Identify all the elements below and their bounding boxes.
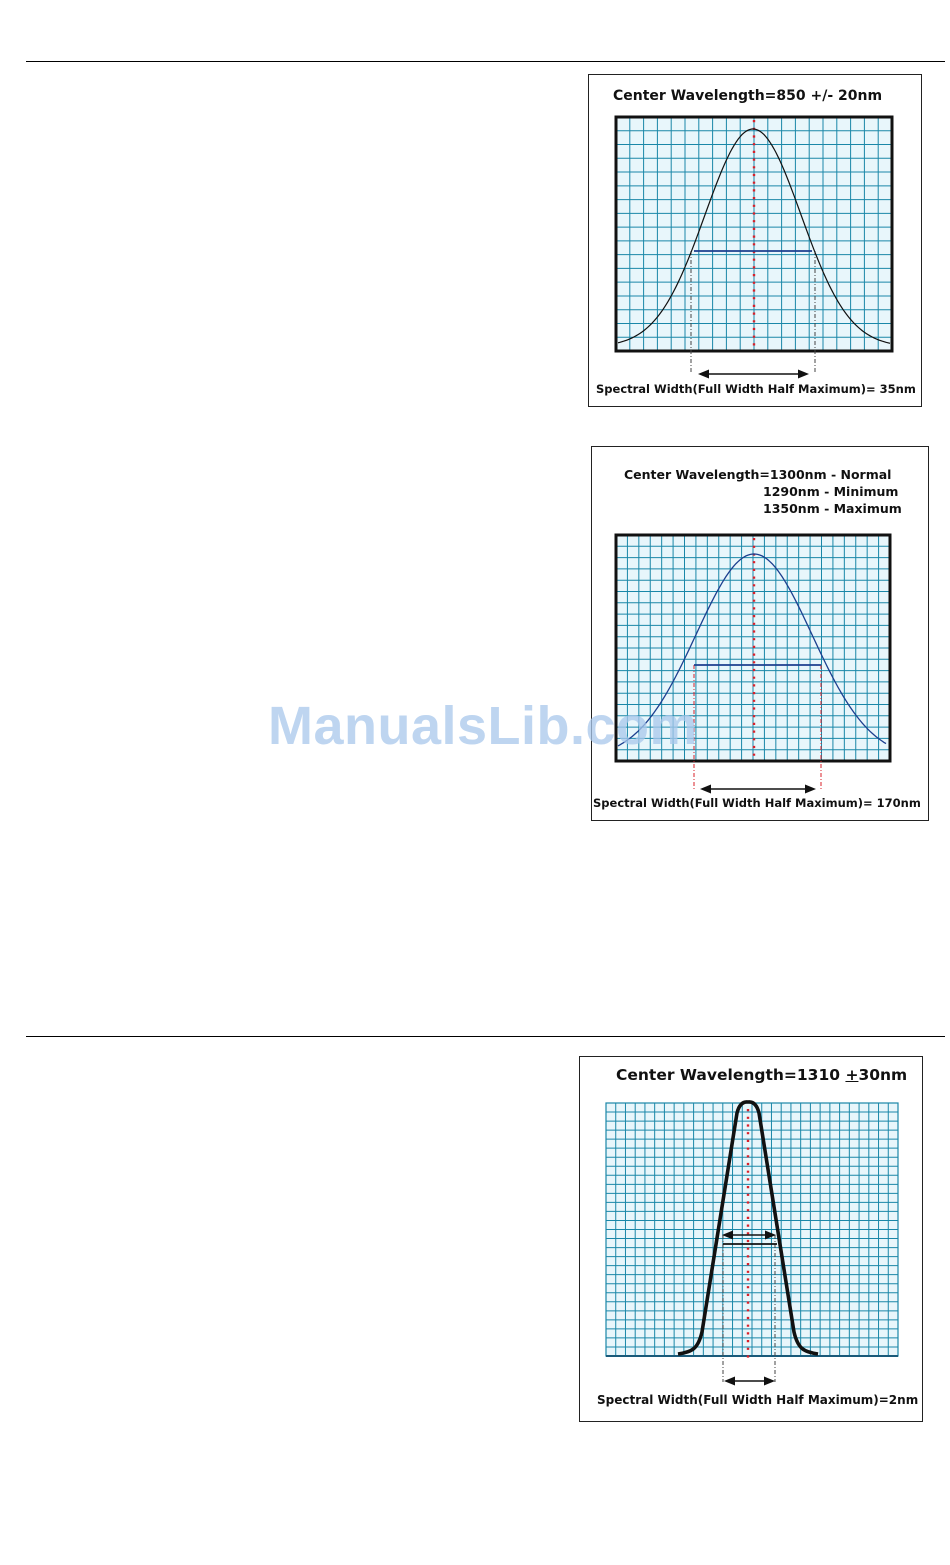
plus-minus-sign: + xyxy=(845,1066,859,1084)
spectrum-figure-1310nm xyxy=(579,1056,923,1422)
arrow-head-right xyxy=(764,1377,775,1386)
arrow-head-left xyxy=(724,1377,735,1386)
arrow-head-left xyxy=(700,785,711,794)
figure-title xyxy=(616,1066,907,1084)
top-divider xyxy=(26,61,945,62)
figure-caption: Spectral Width(Full Width Half Maximum)=2nm xyxy=(597,1393,919,1407)
title-text: Center Wavelength=1310 xyxy=(616,1066,846,1084)
arrow-head-right xyxy=(805,785,816,794)
title-tolerance: 30nm xyxy=(858,1066,908,1084)
middle-divider xyxy=(26,1036,945,1037)
spectrum-chart-850nm xyxy=(589,75,923,408)
figure-title-line-3: 1350nm - Maximum xyxy=(763,501,902,516)
figure-caption: Spectral Width(Full Width Half Maximum)= 170nm xyxy=(593,796,921,810)
figure-title-line-2: 1290nm - Minimum xyxy=(763,484,899,499)
figure-title-line-1: Center Wavelength=1300nm - Normal xyxy=(624,467,892,482)
figure-caption: Spectral Width(Full Width Half Maximum)= 35nm xyxy=(596,382,916,396)
arrow-head-left xyxy=(698,370,709,379)
figure-title: Center Wavelength=850 +/- 20nm xyxy=(613,88,883,104)
grid xyxy=(606,1103,898,1356)
spectrum-figure-850nm xyxy=(588,74,922,407)
watermark: ManualsLib.com xyxy=(268,696,699,756)
spectrum-chart-1310nm xyxy=(580,1057,924,1423)
spectrum-figure-1300nm xyxy=(591,446,929,821)
arrow-head-right xyxy=(798,370,809,379)
